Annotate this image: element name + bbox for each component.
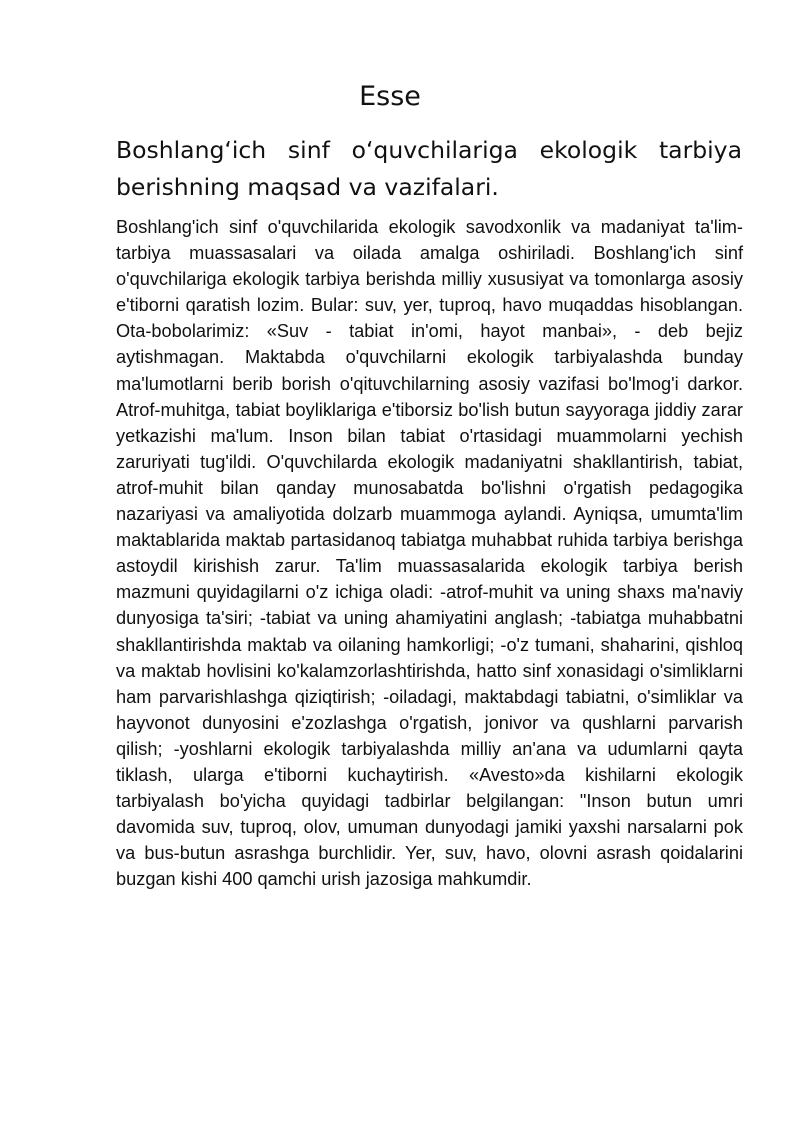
- document-title: Boshlang‘ich sinf o‘quvchilariga ekologik tarbiya berishning maqsad va vazifalari.: [116, 136, 742, 201]
- document-type-label: Esse: [359, 81, 421, 112]
- document-body-paragraph: Boshlang'ich sinf o'quvchilarida ekologik savodxonlik va madaniyat ta'lim-tarbiya muassasalari va oilada amalga oshiriladi. Boshlang'ich sinf o'quvchilariga ekologik tarbiya berishda milliy xususiyat va tomonlarga asosiy e'tiborni qaratish lozim. Bular: suv, yer, tuproq, havo muqaddas hisoblangan. Ota-bobolarimiz: «Suv - tabiat in'omi, hayot manbai», - deb bejiz aytishmagan. Maktabda o'quvchilarni ekologik tarbiyalashda bunday ma'lumotlarni berib borish o'qituvchilarning asosiy vazifasi bo'lmog'i darkor. Atrof-muhitga, tabiat boyliklariga e'tiborsiz bo'lish butun sayyoraga jiddiy zarar yetkazishi ma'lum. Inson bilan tabiat o'rtasidagi muammolarni yechish zaruriyati tug'ildi. O'quvchilarda ekologik madaniyatni shakllantirish, tabiat, atrof-muhit bilan qanday munosabatda bo'lishni o'rgatish pedagogika nazariyasi va amaliyotida dolzarb muammoga aylandi. Ayniqsa, umumta'lim maktablarida maktab partasidanoq tabiatga muhabbat ruhida tarbiya berishga astoydil kirishish zarur. Ta'lim muassasalarida ekologik tarbiya berish mazmuni quyidagilarni o'z ichiga oladi: -atrof-muhit va uning shaxs ma'naviy dunyosiga ta'siri; -tabiat va uning ahamiyatini anglash; -tabiatga muhabbatni shakllantirishda maktab va oilaning hamkorligi; -o'z tumani, shaharini, qishloq va maktab hovlisini ko'kalamzorlashtirishda, hatto sinf xonasidagi o'simliklarni ham parvarishlashga qiziqtirish; -oiladagi, maktabdagi tabiatni, o'simliklar va hayvonot dunyosini e'zozlashga o'rgatish, jonivor va qushlarni parvarish qilish; -yoshlarni ekologik tarbiyalashda milliy an'ana va udumlarni qayta tiklash, ularga e'tiborni kuchaytirish. «Avesto»da kishilarni ekologik tarbiyalash bo'yicha quyidagi tadbirlar belgilangan: "Inson butun umri davomida suv, tuproq, olov, umuman dunyodagi jamiki yaxshi narsalarni pok va bus-butun asrashga burchlidir. Yer, suv, havo, olovni asrash qoidalarini buzgan kishi 400 qamchi urish jazosiga mahkumdir.: [116, 217, 743, 890]
